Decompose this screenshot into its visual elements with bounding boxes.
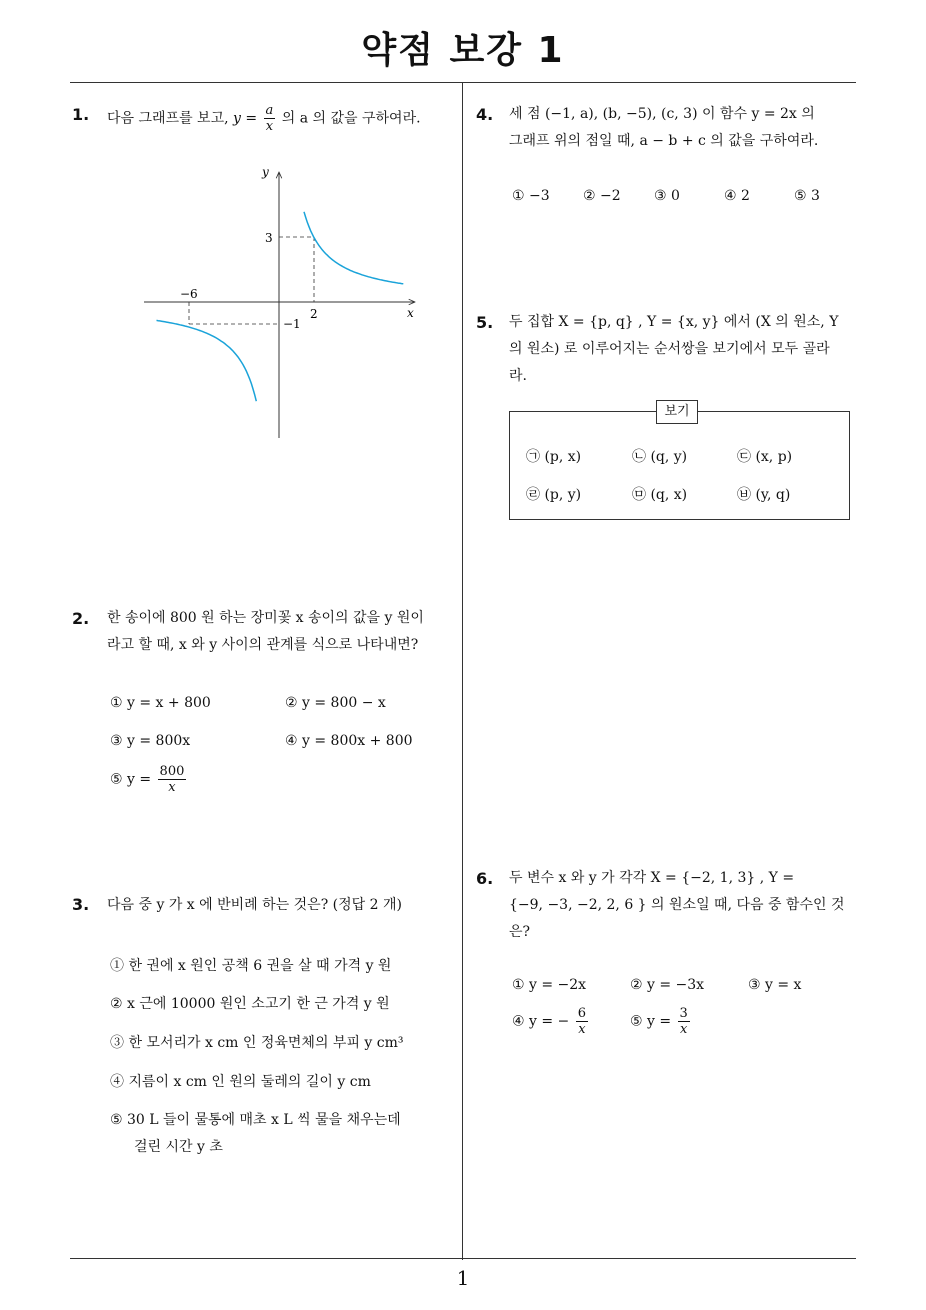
question-3-text: 다음 중 y 가 x 에 반비례 하는 것은? (정답 2 개) (107, 897, 402, 913)
q2-opt5-den: x (168, 780, 176, 795)
question-6-number: 6. (476, 869, 494, 888)
q5-line-2: 의 원소) 로 이루어지는 순서쌍을 보기에서 모두 골라 (509, 341, 830, 357)
q6-option-5 (630, 1006, 692, 1037)
column-divider (462, 83, 463, 1260)
question-2-text (107, 605, 424, 659)
q6-option-2: ② y = −3x (630, 977, 705, 993)
q2-option-1: ① y = x + 800 (110, 695, 211, 711)
q4-option-2: ② −2 (583, 188, 621, 204)
q1-fraction (264, 103, 276, 134)
page-title: 약점 보강 1 (361, 30, 565, 71)
q2-opt5-prefix: ⑤ y = (110, 771, 152, 788)
question-5-text (509, 309, 838, 390)
q4-option-5: ⑤ 3 (794, 188, 820, 204)
question-4-number: 4. (476, 105, 494, 124)
q4-option-3: ③ 0 (654, 188, 680, 204)
q6-option-4 (512, 1006, 590, 1037)
q6-opt5-fraction (678, 1006, 690, 1037)
q2-option-5 (110, 764, 188, 795)
q2-option-2: ② y = 800 − x (285, 695, 386, 711)
q6-opt4-num: 6 (577, 1006, 587, 1021)
tick-label-neg1: −1 (283, 317, 301, 331)
question-3-number: 3. (72, 895, 90, 914)
q6-opt4-den: x (578, 1022, 586, 1037)
q4-option-4: ④ 2 (724, 188, 750, 204)
bogi-item-6: ㉥ (y, q) (737, 487, 791, 503)
q5-line-3: 라. (509, 368, 527, 384)
q2-option-3: ③ y = 800x (110, 733, 191, 749)
q1-frac-den: x (265, 119, 274, 134)
q6-line-2: {−9, −3, −2, 2, 6 } 의 원소일 때, 다음 중 함수인 것 (509, 897, 845, 913)
question-1-text (107, 103, 421, 134)
bogi-item-3: ㉢ (x, p) (737, 449, 793, 465)
q4-line-2: 그래프 위의 점일 때, a − b + c 의 값을 구하여라. (509, 133, 819, 149)
q6-option-3: ③ y = x (748, 977, 802, 993)
bogi-item-4: ㉣ (p, y) (526, 487, 582, 503)
question-6-text (509, 865, 844, 946)
q3-option-5-cont: 걸린 시간 y 초 (134, 1139, 223, 1155)
q6-opt4-prefix: ④ y = − (512, 1013, 570, 1030)
question-5-number: 5. (476, 313, 494, 332)
page-number: 1 (456, 1266, 470, 1290)
q6-opt5-den: x (680, 1022, 688, 1037)
bogi-item-5: ㉤ (q, x) (632, 487, 688, 503)
q2-opt5-fraction (158, 764, 187, 795)
bogi-label: 보기 (656, 400, 698, 424)
q2-option-4: ④ y = 800x + 800 (285, 733, 413, 749)
question-2-number: 2. (72, 609, 90, 628)
q6-opt5-prefix: ⑤ y = (630, 1013, 672, 1030)
q6-line-3: 은? (509, 924, 531, 940)
q1-text-before: 다음 그래프를 보고, (107, 110, 229, 127)
bottom-rule (70, 1258, 856, 1259)
q3-option-1: ① 한 권에 x 원인 공책 6 권을 살 때 가격 y 원 (110, 958, 392, 974)
bogi-item-2: ㉡ (q, y) (632, 449, 688, 465)
q1-graph (140, 160, 430, 450)
q5-line-1: 두 집합 X = {p, q} , Y = {x, y} 에서 (X 의 원소, Y (509, 314, 839, 330)
q3-option-3: ③ 한 모서리가 x cm 인 정육면체의 부피 y cm³ (110, 1035, 404, 1051)
q1-text-after: 의 a 의 값을 구하여라. (281, 110, 421, 127)
q6-opt5-num: 3 (679, 1006, 688, 1021)
x-axis-label: x (407, 306, 414, 320)
tick-label-2: 2 (310, 307, 318, 321)
q2-line-2: 라고 할 때, x 와 y 사이의 관계를 식으로 나타내면? (107, 637, 419, 653)
tick-label-3: 3 (265, 231, 273, 245)
q1-formula-lhs: y = (233, 110, 258, 127)
q1-frac-num: a (265, 103, 274, 118)
tick-label-neg6: −6 (180, 287, 198, 301)
question-4-text (509, 101, 818, 155)
q2-opt5-num: 800 (159, 764, 185, 779)
curve-negative-branch (157, 320, 257, 401)
curve-positive-branch (304, 212, 403, 284)
q4-option-1: ① −3 (512, 188, 550, 204)
q6-opt4-fraction (576, 1006, 588, 1037)
q3-option-2: ② x 근에 10000 원인 소고기 한 근 가격 y 원 (110, 996, 390, 1012)
q2-line-1: 한 송이에 800 원 하는 장미꽃 x 송이의 값을 y 원이 (107, 610, 424, 626)
top-rule (70, 82, 856, 83)
q3-option-5: ⑤ 30 L 들이 물통에 매초 x L 씩 물을 채우는데 (110, 1112, 401, 1128)
question-1-number: 1. (72, 105, 90, 124)
q3-option-4: ④ 지름이 x cm 인 원의 둘레의 길이 y cm (110, 1074, 371, 1090)
q4-line-1: 세 점 (−1, a), (b, −5), (c, 3) 이 함수 y = 2x 의 (509, 106, 815, 122)
q6-line-1: 두 변수 x 와 y 가 각각 X = {−2, 1, 3} , Y = (509, 870, 795, 886)
bogi-item-1: ㉠ (p, x) (526, 449, 582, 465)
y-axis-label: y (262, 165, 269, 179)
q6-option-1: ① y = −2x (512, 977, 587, 993)
